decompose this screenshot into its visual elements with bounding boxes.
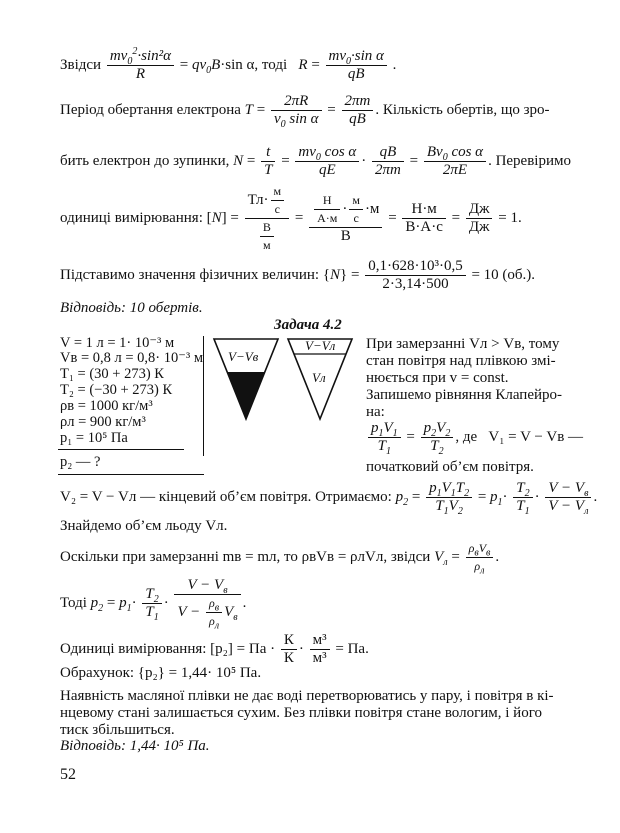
given-3: T₁ = (30 + 273) К — [60, 366, 164, 382]
given-8: p₂ — ? — [60, 454, 101, 470]
given-1: V = 1 л = 1· 10⁻³ м — [60, 335, 175, 351]
right-5: на: — [366, 404, 385, 420]
line-1: Звідси $\frac{mv_0^2\cdot\sin^2\alpha}{R}$ = $qv_0B\cdot\sin$ α, тоді R = $\frac{mv_0\cdot\sin \alpha}{qB}$ . — [60, 46, 397, 82]
answer-2: Відповідь: 1,44· 10⁵ Па. — [60, 738, 210, 754]
line-10: Оскільки при замерзанні mв = mл, то ρвVв = ρлVл, звідси $V_л$ = $\frac{\rho_вV_в}{\rho_л}$ . — [60, 541, 500, 577]
right-2: стан повітря над плівкою змі- — [366, 353, 556, 369]
water-fill — [227, 372, 265, 419]
line-8: V₂ = V − Vл — кінцевий об’єм повітря. Отримаємо: $p_2$ = $\frac{p_1V_1T_2}{T_1V_2}$ = $p_1\cdot$ $\frac{T_2}{T_1}$ · $\frac{V - V_в}{V - V_л}$ . — [60, 480, 598, 517]
given-2: Vв = 0,8 л = 0,8· 10⁻³ м — [60, 350, 204, 366]
para-3: тиск збільшиться. — [60, 722, 175, 738]
right-1: При замерзанні Vл > Vв, тому — [366, 336, 560, 352]
fig2-label-in: Vл — [312, 370, 326, 385]
given-divider — [58, 449, 184, 450]
line-12: Одиниці вимірювання: [p₂] = Па · $\frac{К}{К}$ · $\frac{\text{м³}}{\text{м³}}$ = Па. — [60, 632, 369, 666]
fig1-label: V−Vв — [228, 349, 259, 364]
given-6: ρл = 900 кг/м³ — [60, 414, 146, 430]
right-3: нюється при v = const. — [366, 370, 509, 386]
answer-1: Відповідь: 10 обертів. — [60, 300, 203, 316]
right-4: Запишемо рівняння Клапейро- — [366, 387, 563, 403]
line-5: Підставимо значення фізичних величин: {N} = $\frac{\text{0,1·628·10³·0,5}}{2\cdot 3,14\cdot 500}$ = 10 (об.). — [60, 258, 536, 292]
line-13: Обрахунок: {p₂} = 1,44· 10⁵ Па. — [60, 665, 262, 681]
para-2: нцевому стані залишається сухим. Без плівки повітря стане вологим, і його — [60, 705, 542, 721]
right-6: $\frac{p_1V_1}{T_1}$ = $\frac{p_2V_2}{T_2}$ , де V₁ = V − Vв — — [366, 420, 583, 455]
line-11: Тоді $p_2 = p_1\cdot$ $\frac{T_2}{T_1}$ · $V - V_в$ V − $\frac{\rho_в}{\rho_л}$ $V_в$ . — [60, 577, 247, 632]
para-1: Наявність масляної плівки не дає воді перетворюватись у пару, і повітря в кі- — [60, 688, 554, 704]
task-title: Задача 4.2 — [274, 317, 342, 333]
given-4: T₂ = (−30 + 273) К — [60, 382, 173, 398]
given-vertical-rule — [203, 336, 204, 456]
fig2-label-top: V−Vл — [305, 338, 336, 353]
given-5: ρв = 1000 кг/м³ — [60, 398, 153, 414]
line-2: Період обертання електрона T = $\frac{2\pi R}{v_0 \sin \alpha}$ = $\frac{2\pi m}{qB}$ . Кількість обертів, що зро- — [60, 93, 550, 130]
line-3: бить електрон до зупинки, N = $\frac{t}{T}$ = $\frac{mv_0 \cos \alpha}{qE}$ · $\frac{qB}{2\pi m}$ = $\frac{Bv_0 \cos \alpha}{2\pi E}$ . Перевіримо — [60, 144, 571, 178]
given-bottom-rule — [58, 474, 204, 475]
line-4: одиниці вимірювання: [N] = Тл· $\frac{м}{с}$ $\frac{В}{м}$ = $\frac{Н}{А\cdot м}$ · $\frac{м}{с}$ ·м В = $\frac{Н\cdot м}{В\cdot А\cdot с}$ = $\frac{Дж}{Дж}$ = 1. — [60, 184, 522, 252]
line-9: Знайдемо об’єм льоду Vл. — [60, 518, 228, 534]
right-7: початковий об’єм повітря. — [366, 459, 534, 475]
page-number: 52 — [60, 766, 76, 783]
given-7: p₁ = 10⁵ Па — [60, 430, 128, 446]
